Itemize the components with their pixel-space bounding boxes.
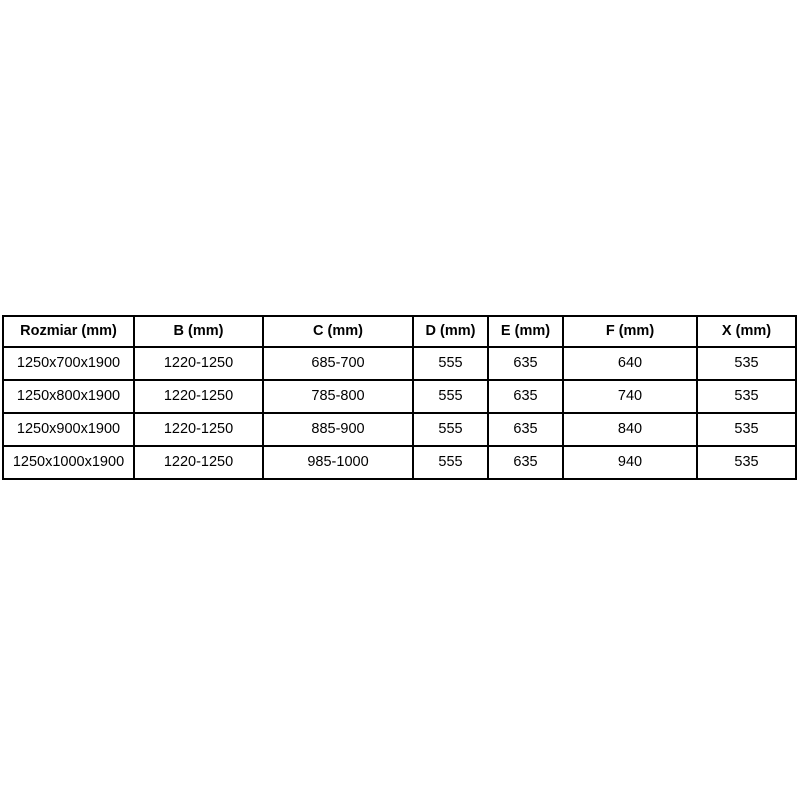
column-header-b: B (mm) [134, 316, 263, 347]
column-header-e: E (mm) [488, 316, 563, 347]
table-row [3, 413, 796, 446]
table-row [3, 347, 796, 380]
cell-f: 640 [563, 347, 697, 380]
dimensions-table-body [3, 347, 796, 479]
column-header-c: C (mm) [263, 316, 413, 347]
table-row [3, 446, 796, 479]
dimensions-table [2, 315, 797, 480]
cell-f: 940 [563, 446, 697, 479]
cell-x: 535 [697, 380, 796, 413]
column-header-rozmiar: Rozmiar (mm) [3, 316, 134, 347]
table-header-row [3, 316, 796, 347]
cell-d: 555 [413, 446, 488, 479]
cell-b: 1220-1250 [134, 413, 263, 446]
cell-rozmiar: 1250x1000x1900 [3, 446, 134, 479]
cell-c: 685-700 [263, 347, 413, 380]
cell-b: 1220-1250 [134, 446, 263, 479]
column-header-d: D (mm) [413, 316, 488, 347]
cell-c: 785-800 [263, 380, 413, 413]
cell-x: 535 [697, 413, 796, 446]
table-row [3, 380, 796, 413]
cell-e: 635 [488, 446, 563, 479]
cell-c: 985-1000 [263, 446, 413, 479]
cell-rozmiar: 1250x700x1900 [3, 347, 134, 380]
cell-e: 635 [488, 380, 563, 413]
cell-c: 885-900 [263, 413, 413, 446]
cell-b: 1220-1250 [134, 347, 263, 380]
cell-e: 635 [488, 413, 563, 446]
column-header-f: F (mm) [563, 316, 697, 347]
dimensions-table-header [3, 316, 796, 347]
cell-x: 535 [697, 446, 796, 479]
column-header-x: X (mm) [697, 316, 796, 347]
cell-f: 840 [563, 413, 697, 446]
cell-e: 635 [488, 347, 563, 380]
cell-rozmiar: 1250x900x1900 [3, 413, 134, 446]
cell-b: 1220-1250 [134, 380, 263, 413]
cell-d: 555 [413, 347, 488, 380]
cell-d: 555 [413, 413, 488, 446]
cell-rozmiar: 1250x800x1900 [3, 380, 134, 413]
cell-x: 535 [697, 347, 796, 380]
cell-f: 740 [563, 380, 697, 413]
cell-d: 555 [413, 380, 488, 413]
